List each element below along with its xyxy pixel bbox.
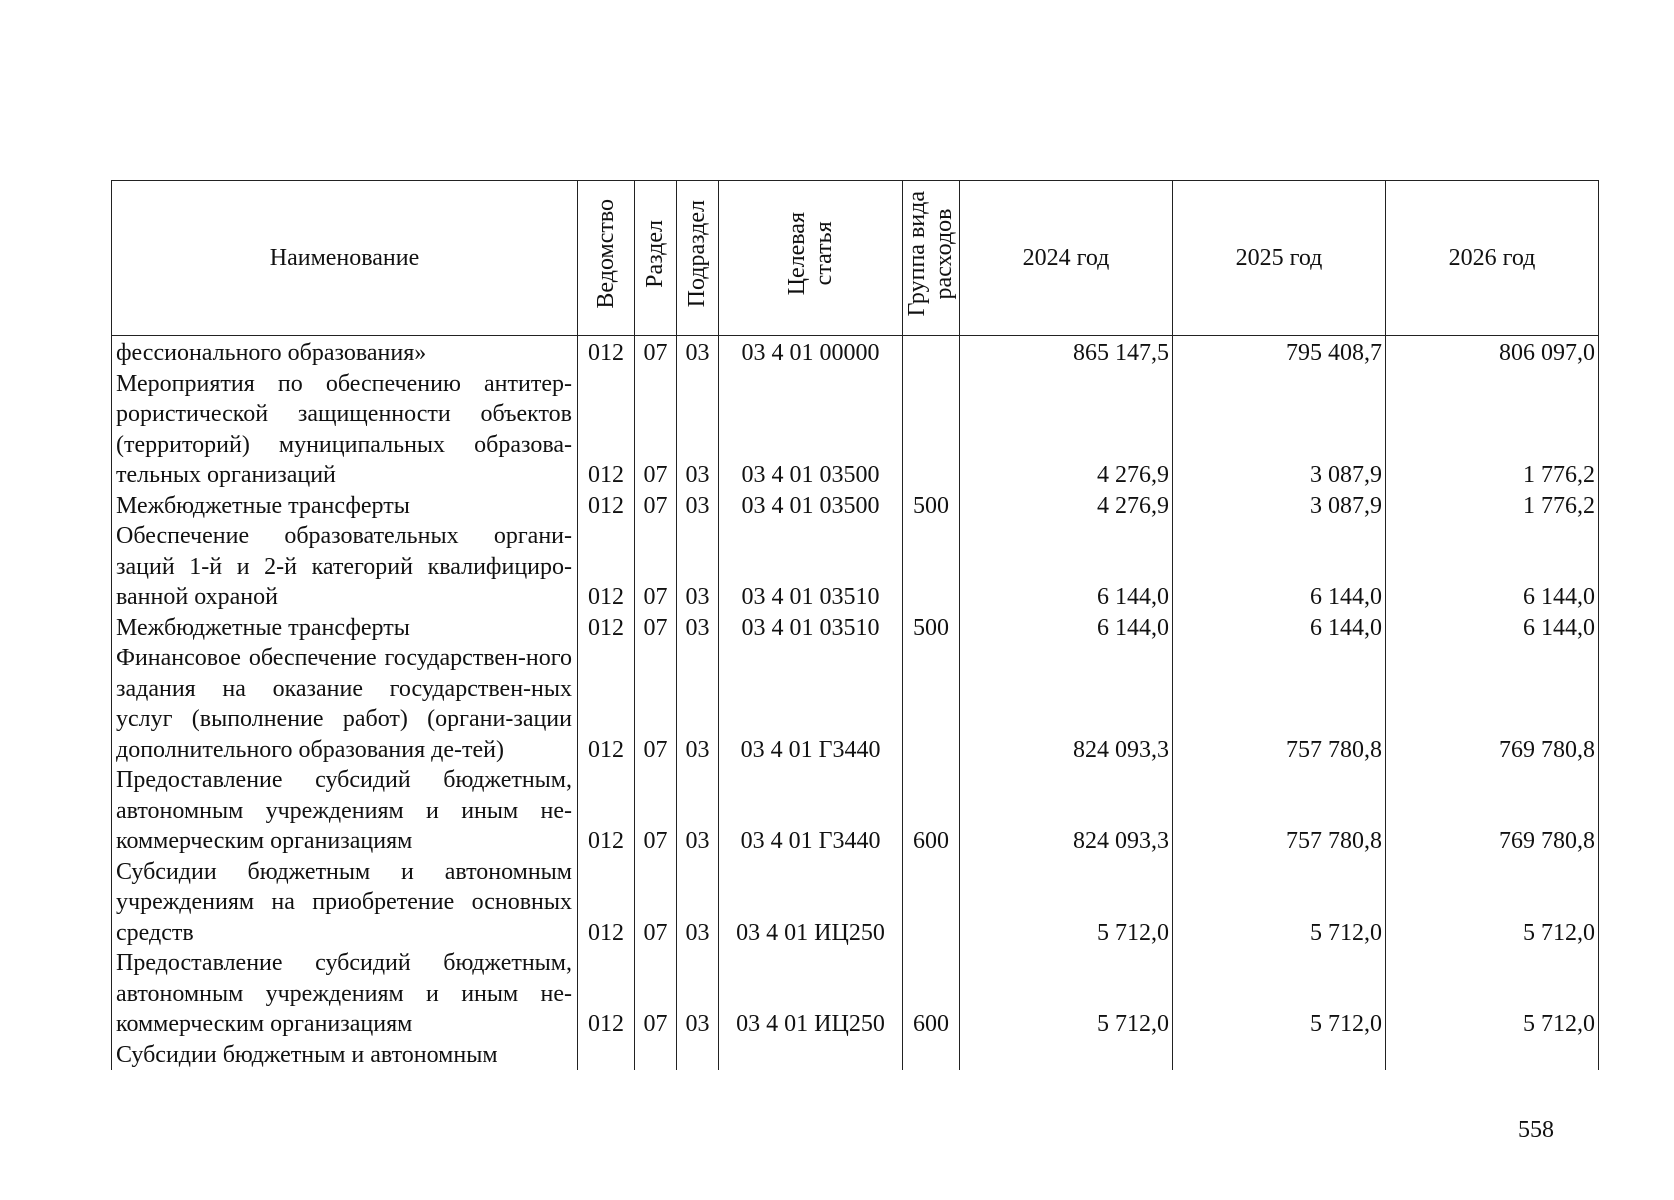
header-podrazdel — [677, 181, 719, 336]
header-tselevaya-statya — [719, 181, 903, 336]
page-number: 558 — [1518, 1117, 1554, 1143]
cell-podrazdel: 03 — [677, 857, 719, 949]
header-vedomstvo-label: Ведомство — [592, 198, 619, 309]
header-name — [112, 181, 578, 336]
table-row — [112, 1040, 1599, 1071]
cell-podrazdel: 03 — [677, 613, 719, 644]
cell-vedomstvo: 012 — [578, 369, 635, 491]
table-row — [112, 491, 1599, 522]
cell-2026 — [1386, 1040, 1599, 1071]
cell-vedomstvo: 012 — [578, 521, 635, 613]
cell-2026: 1 776,2 — [1386, 491, 1599, 522]
cell-2024: 4 276,9 — [960, 369, 1173, 491]
header-tselevaya-statya-label — [784, 212, 838, 295]
header-2026-label: 2026 год — [1448, 244, 1536, 271]
table-row — [112, 613, 1599, 644]
cell-razdel: 07 — [635, 948, 677, 1040]
cell-name: Мероприятия по обеспечению антитер-рористической защищенности объектов (территорий) муниципальных образова-тельных организаций — [112, 369, 578, 491]
cell-vedomstvo: 012 — [578, 948, 635, 1040]
cell-2024: 5 712,0 — [960, 948, 1173, 1040]
cell-2024 — [960, 1040, 1173, 1071]
table-row — [112, 643, 1599, 765]
cell-2025: 3 087,9 — [1173, 491, 1386, 522]
header-name-label: Наименование — [269, 244, 420, 271]
cell-vedomstvo — [578, 1040, 635, 1071]
cell-name: Межбюджетные трансферты — [112, 613, 578, 644]
cell-razdel: 07 — [635, 613, 677, 644]
cell-tselevaya-statya: 03 4 01 Г3440 — [719, 643, 903, 765]
cell-2025: 5 712,0 — [1173, 948, 1386, 1040]
cell-tselevaya-statya: 03 4 01 03500 — [719, 491, 903, 522]
header-2024-label: 2024 год — [1022, 244, 1110, 271]
header-gruppa-line1: Группа вида — [904, 191, 930, 317]
header-2025-label: 2025 год — [1235, 244, 1323, 271]
header-2026 — [1386, 181, 1599, 336]
cell-tselevaya-statya: 03 4 01 ИЦ250 — [719, 857, 903, 949]
cell-2026: 6 144,0 — [1386, 521, 1599, 613]
cell-2025 — [1173, 1040, 1386, 1071]
header-razdel-label: Раздел — [642, 219, 668, 288]
table-row — [112, 857, 1599, 949]
cell-2026: 769 780,8 — [1386, 765, 1599, 857]
cell-gruppa — [903, 643, 960, 765]
cell-podrazdel: 03 — [677, 369, 719, 491]
cell-gruppa — [903, 369, 960, 491]
header-2024 — [960, 181, 1173, 336]
cell-vedomstvo: 012 — [578, 491, 635, 522]
cell-tselevaya-statya: 03 4 01 03510 — [719, 613, 903, 644]
cell-podrazdel: 03 — [677, 948, 719, 1040]
cell-gruppa: 600 — [903, 765, 960, 857]
cell-2026: 6 144,0 — [1386, 613, 1599, 644]
table-header-row — [112, 181, 1599, 336]
cell-2025: 6 144,0 — [1173, 521, 1386, 613]
cell-name: Предоставление субсидий бюджетным, автономным учреждениям и иным не-коммерческим организациям — [112, 765, 578, 857]
cell-name: Обеспечение образовательных органи-заций 1-й и 2-й категорий квалифициро-ванной охраной — [112, 521, 578, 613]
cell-2026: 5 712,0 — [1386, 857, 1599, 949]
cell-podrazdel: 03 — [677, 765, 719, 857]
cell-2024: 6 144,0 — [960, 613, 1173, 644]
table-row — [112, 369, 1599, 491]
cell-razdel: 07 — [635, 765, 677, 857]
cell-gruppa — [903, 336, 960, 369]
header-tselevaya-line2: статья — [810, 221, 837, 286]
cell-gruppa: 500 — [903, 491, 960, 522]
cell-2024: 824 093,3 — [960, 765, 1173, 857]
header-2025 — [1173, 181, 1386, 336]
cell-vedomstvo: 012 — [578, 336, 635, 369]
cell-name: Предоставление субсидий бюджетным, автономным учреждениям и иным не-коммерческим организациям — [112, 948, 578, 1040]
cell-razdel: 07 — [635, 521, 677, 613]
header-gruppa-label — [904, 191, 958, 316]
cell-2024: 824 093,3 — [960, 643, 1173, 765]
cell-tselevaya-statya: 03 4 01 Г3440 — [719, 765, 903, 857]
table-row — [112, 765, 1599, 857]
cell-2025: 6 144,0 — [1173, 613, 1386, 644]
cell-2025: 757 780,8 — [1173, 765, 1386, 857]
table-row — [112, 948, 1599, 1040]
cell-2026: 5 712,0 — [1386, 948, 1599, 1040]
cell-2026: 769 780,8 — [1386, 643, 1599, 765]
header-razdel — [635, 181, 677, 336]
cell-tselevaya-statya — [719, 1040, 903, 1071]
cell-2025: 5 712,0 — [1173, 857, 1386, 949]
cell-razdel: 07 — [635, 643, 677, 765]
table-row — [112, 336, 1599, 369]
cell-2024: 865 147,5 — [960, 336, 1173, 369]
cell-gruppa — [903, 521, 960, 613]
cell-2026: 1 776,2 — [1386, 369, 1599, 491]
cell-gruppa: 500 — [903, 613, 960, 644]
budget-table — [111, 180, 1599, 1070]
cell-vedomstvo: 012 — [578, 643, 635, 765]
cell-gruppa: 600 — [903, 948, 960, 1040]
cell-name: Субсидии бюджетным и автономным учреждениям на приобретение основных средств — [112, 857, 578, 949]
cell-tselevaya-statya: 03 4 01 ИЦ250 — [719, 948, 903, 1040]
cell-razdel: 07 — [635, 369, 677, 491]
cell-podrazdel: 03 — [677, 491, 719, 522]
header-podrazdel-label: Подраздел — [684, 200, 710, 308]
cell-2024: 6 144,0 — [960, 521, 1173, 613]
cell-podrazdel: 03 — [677, 643, 719, 765]
cell-2025: 795 408,7 — [1173, 336, 1386, 369]
cell-name: Межбюджетные трансферты — [112, 491, 578, 522]
cell-gruppa — [903, 857, 960, 949]
cell-name: Субсидии бюджетным и автономным — [112, 1040, 578, 1071]
cell-razdel: 07 — [635, 491, 677, 522]
cell-razdel: 07 — [635, 857, 677, 949]
cell-podrazdel: 03 — [677, 521, 719, 613]
cell-vedomstvo: 012 — [578, 613, 635, 644]
cell-vedomstvo: 012 — [578, 765, 635, 857]
table-row — [112, 521, 1599, 613]
cell-name: фессионального образования» — [112, 336, 578, 369]
cell-2026: 806 097,0 — [1386, 336, 1599, 369]
cell-razdel: 07 — [635, 336, 677, 369]
cell-tselevaya-statya: 03 4 01 03510 — [719, 521, 903, 613]
cell-2025: 3 087,9 — [1173, 369, 1386, 491]
cell-gruppa — [903, 1040, 960, 1071]
table-body — [112, 336, 1599, 1071]
cell-tselevaya-statya: 03 4 01 03500 — [719, 369, 903, 491]
cell-podrazdel — [677, 1040, 719, 1071]
cell-razdel — [635, 1040, 677, 1071]
header-vedomstvo — [578, 181, 635, 336]
cell-tselevaya-statya: 03 4 01 00000 — [719, 336, 903, 369]
cell-podrazdel: 03 — [677, 336, 719, 369]
header-gruppa-line2: расходов — [931, 208, 957, 300]
header-gruppa — [903, 181, 960, 336]
cell-2024: 4 276,9 — [960, 491, 1173, 522]
cell-name: Финансовое обеспечение государствен-ного задания на оказание государствен-ных услуг (выполнение работ) (органи-зации дополнительного образования де-тей) — [112, 643, 578, 765]
cell-2025: 757 780,8 — [1173, 643, 1386, 765]
cell-2024: 5 712,0 — [960, 857, 1173, 949]
cell-vedomstvo: 012 — [578, 857, 635, 949]
header-tselevaya-line1: Целевая — [783, 212, 810, 296]
